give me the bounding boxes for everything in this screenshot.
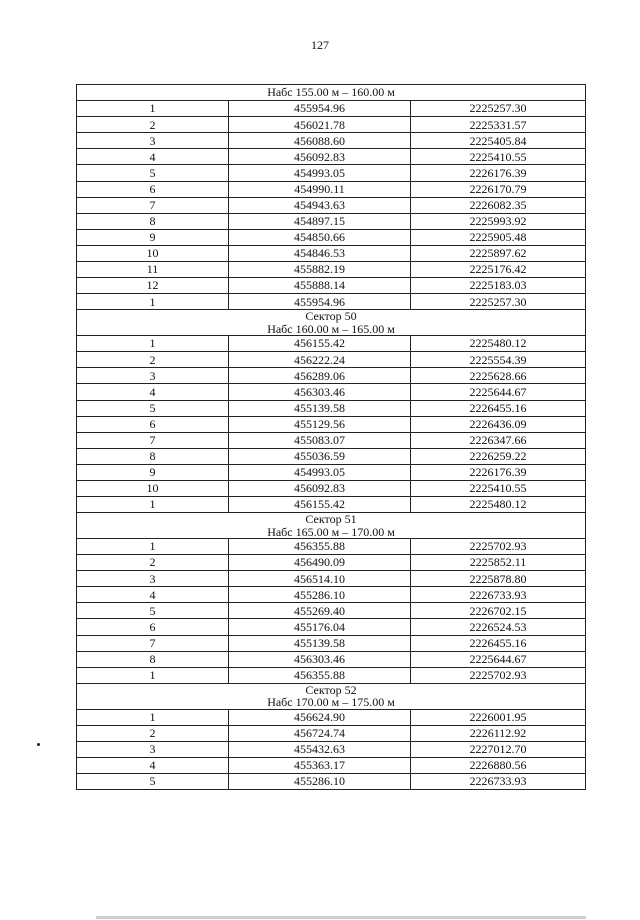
table-row — [77, 117, 586, 133]
sector-title: Сектор 50 — [305, 309, 357, 324]
point-number-cell: 4 — [77, 757, 229, 773]
x-coordinate-cell: 456303.46 — [229, 384, 411, 400]
y-coordinate-cell: 2226176.39 — [411, 165, 586, 181]
point-number-cell: 7 — [77, 635, 229, 651]
point-number-cell: 8 — [77, 213, 229, 229]
y-coordinate-cell: 2226170.79 — [411, 181, 586, 197]
y-coordinate-cell: 2226880.56 — [411, 757, 586, 773]
height-range: Набс 160.00 м – 165.00 м — [267, 321, 395, 336]
y-coordinate-cell: 2225183.03 — [411, 278, 586, 294]
point-number-cell: 1 — [77, 294, 229, 310]
y-coordinate-cell: 2225878.80 — [411, 571, 586, 587]
y-coordinate-cell: 2225702.93 — [411, 538, 586, 554]
height-range: Набс 165.00 м – 170.00 м — [267, 524, 395, 539]
sector-header — [77, 310, 586, 336]
point-number-cell: 10 — [77, 480, 229, 496]
table-row — [77, 181, 586, 197]
y-coordinate-cell: 2226702.15 — [411, 603, 586, 619]
point-number-cell: 3 — [77, 571, 229, 587]
table-row — [77, 651, 586, 667]
y-coordinate-cell: 2225405.84 — [411, 133, 586, 149]
x-coordinate-cell: 456155.42 — [229, 336, 411, 352]
point-number-cell: 2 — [77, 555, 229, 571]
sector-header — [77, 683, 586, 709]
point-number-cell: 8 — [77, 448, 229, 464]
point-number-cell: 1 — [77, 336, 229, 352]
x-coordinate-cell: 455286.10 — [229, 774, 411, 790]
point-number-cell: 1 — [77, 709, 229, 725]
sector-header-row — [77, 310, 586, 336]
x-coordinate-cell: 454850.66 — [229, 229, 411, 245]
coordinates-table-body — [77, 85, 586, 790]
table-row — [77, 774, 586, 790]
sector-title: Сектор 52 — [305, 683, 357, 697]
table-row — [77, 603, 586, 619]
y-coordinate-cell: 2227012.70 — [411, 741, 586, 757]
y-coordinate-cell: 2226347.66 — [411, 432, 586, 448]
table-row — [77, 497, 586, 513]
point-number-cell: 5 — [77, 165, 229, 181]
sector-header-row — [77, 513, 586, 539]
x-coordinate-cell: 456092.83 — [229, 480, 411, 496]
y-coordinate-cell: 2225257.30 — [411, 294, 586, 310]
table-row — [77, 555, 586, 571]
table-row — [77, 619, 586, 635]
table-row — [77, 667, 586, 683]
y-coordinate-cell: 2225897.62 — [411, 245, 586, 261]
y-coordinate-cell: 2225628.66 — [411, 368, 586, 384]
table-row — [77, 262, 586, 278]
table-row — [77, 448, 586, 464]
table-row — [77, 725, 586, 741]
table-row — [77, 757, 586, 773]
table-row — [77, 432, 586, 448]
y-coordinate-cell: 2226001.95 — [411, 709, 586, 725]
y-coordinate-cell: 2225644.67 — [411, 384, 586, 400]
point-number-cell: 10 — [77, 245, 229, 261]
table-row — [77, 149, 586, 165]
table-row — [77, 245, 586, 261]
point-number-cell: 1 — [77, 497, 229, 513]
height-range: Набс 170.00 м – 175.00 м — [267, 695, 395, 710]
x-coordinate-cell: 456355.88 — [229, 538, 411, 554]
point-number-cell: 2 — [77, 725, 229, 741]
y-coordinate-cell: 2225905.48 — [411, 229, 586, 245]
page-number: 127 — [311, 38, 329, 52]
table-row — [77, 294, 586, 310]
y-coordinate-cell: 2226082.35 — [411, 197, 586, 213]
sector-title: Сектор 51 — [305, 512, 357, 527]
x-coordinate-cell: 454993.05 — [229, 464, 411, 480]
point-number-cell: 1 — [77, 538, 229, 554]
table-row — [77, 635, 586, 651]
x-coordinate-cell: 455269.40 — [229, 603, 411, 619]
x-coordinate-cell: 456490.09 — [229, 555, 411, 571]
table-row — [77, 464, 586, 480]
x-coordinate-cell: 454897.15 — [229, 213, 411, 229]
point-number-cell: 3 — [77, 741, 229, 757]
y-coordinate-cell: 2225331.57 — [411, 117, 586, 133]
table-row — [77, 278, 586, 294]
point-number-cell: 1 — [77, 101, 229, 117]
sector-header — [77, 85, 586, 101]
point-number-cell: 11 — [77, 262, 229, 278]
point-number-cell: 4 — [77, 587, 229, 603]
table-row — [77, 336, 586, 352]
y-coordinate-cell: 2225644.67 — [411, 651, 586, 667]
x-coordinate-cell: 455882.19 — [229, 262, 411, 278]
point-number-cell: 2 — [77, 352, 229, 368]
point-number-cell: 6 — [77, 181, 229, 197]
table-row — [77, 709, 586, 725]
table-row — [77, 400, 586, 416]
x-coordinate-cell: 456222.24 — [229, 352, 411, 368]
table-row — [77, 741, 586, 757]
x-coordinate-cell: 456303.46 — [229, 651, 411, 667]
y-coordinate-cell: 2226436.09 — [411, 416, 586, 432]
y-coordinate-cell: 2225554.39 — [411, 352, 586, 368]
x-coordinate-cell: 455036.59 — [229, 448, 411, 464]
table-row — [77, 213, 586, 229]
scan-edge-bar — [96, 916, 586, 919]
point-number-cell: 9 — [77, 229, 229, 245]
x-coordinate-cell: 456724.74 — [229, 725, 411, 741]
point-number-cell: 4 — [77, 384, 229, 400]
x-coordinate-cell: 455139.58 — [229, 635, 411, 651]
y-coordinate-cell: 2225176.42 — [411, 262, 586, 278]
point-number-cell: 7 — [77, 197, 229, 213]
x-coordinate-cell: 454846.53 — [229, 245, 411, 261]
y-coordinate-cell: 2226259.22 — [411, 448, 586, 464]
x-coordinate-cell: 456155.42 — [229, 497, 411, 513]
table-row — [77, 368, 586, 384]
table-row — [77, 101, 586, 117]
y-coordinate-cell: 2226112.92 — [411, 725, 586, 741]
x-coordinate-cell: 455888.14 — [229, 278, 411, 294]
table-row — [77, 165, 586, 181]
y-coordinate-cell: 2226176.39 — [411, 464, 586, 480]
x-coordinate-cell: 455286.10 — [229, 587, 411, 603]
y-coordinate-cell: 2226455.16 — [411, 635, 586, 651]
y-coordinate-cell: 2225702.93 — [411, 667, 586, 683]
y-coordinate-cell: 2225993.92 — [411, 213, 586, 229]
sector-header-row — [77, 683, 586, 709]
point-number-cell: 6 — [77, 416, 229, 432]
sector-header — [77, 513, 586, 539]
x-coordinate-cell: 455954.96 — [229, 101, 411, 117]
y-coordinate-cell: 2226733.93 — [411, 587, 586, 603]
table-row — [77, 384, 586, 400]
x-coordinate-cell: 455083.07 — [229, 432, 411, 448]
table-row — [77, 197, 586, 213]
point-number-cell: 1 — [77, 667, 229, 683]
table-row — [77, 133, 586, 149]
x-coordinate-cell: 455432.63 — [229, 741, 411, 757]
point-number-cell: 2 — [77, 117, 229, 133]
scan-speck — [37, 743, 40, 746]
point-number-cell: 5 — [77, 774, 229, 790]
point-number-cell: 5 — [77, 400, 229, 416]
x-coordinate-cell: 456289.06 — [229, 368, 411, 384]
x-coordinate-cell: 456355.88 — [229, 667, 411, 683]
sector-header-row — [77, 85, 586, 101]
table-row — [77, 480, 586, 496]
point-number-cell: 5 — [77, 603, 229, 619]
x-coordinate-cell: 456021.78 — [229, 117, 411, 133]
x-coordinate-cell: 456514.10 — [229, 571, 411, 587]
height-range: Набс 155.00 м – 160.00 м — [267, 85, 395, 100]
point-number-cell: 8 — [77, 651, 229, 667]
point-number-cell: 7 — [77, 432, 229, 448]
table-row — [77, 416, 586, 432]
y-coordinate-cell: 2225480.12 — [411, 497, 586, 513]
y-coordinate-cell: 2226455.16 — [411, 400, 586, 416]
table-row — [77, 229, 586, 245]
point-number-cell: 12 — [77, 278, 229, 294]
y-coordinate-cell: 2225410.55 — [411, 149, 586, 165]
point-number-cell: 9 — [77, 464, 229, 480]
x-coordinate-cell: 455954.96 — [229, 294, 411, 310]
table-row — [77, 587, 586, 603]
x-coordinate-cell: 456088.60 — [229, 133, 411, 149]
point-number-cell: 4 — [77, 149, 229, 165]
table-row — [77, 538, 586, 554]
x-coordinate-cell: 454993.05 — [229, 165, 411, 181]
x-coordinate-cell: 456624.90 — [229, 709, 411, 725]
y-coordinate-cell: 2225257.30 — [411, 101, 586, 117]
x-coordinate-cell: 454943.63 — [229, 197, 411, 213]
x-coordinate-cell: 455139.58 — [229, 400, 411, 416]
table-row — [77, 352, 586, 368]
y-coordinate-cell: 2225410.55 — [411, 480, 586, 496]
y-coordinate-cell: 2226733.93 — [411, 774, 586, 790]
x-coordinate-cell: 454990.11 — [229, 181, 411, 197]
x-coordinate-cell: 456092.83 — [229, 149, 411, 165]
point-number-cell: 6 — [77, 619, 229, 635]
x-coordinate-cell: 455176.04 — [229, 619, 411, 635]
y-coordinate-cell: 2225480.12 — [411, 336, 586, 352]
y-coordinate-cell: 2226524.53 — [411, 619, 586, 635]
point-number-cell: 3 — [77, 368, 229, 384]
coordinates-table — [76, 84, 586, 790]
y-coordinate-cell: 2225852.11 — [411, 555, 586, 571]
x-coordinate-cell: 455363.17 — [229, 757, 411, 773]
table-row — [77, 571, 586, 587]
x-coordinate-cell: 455129.56 — [229, 416, 411, 432]
point-number-cell: 3 — [77, 133, 229, 149]
